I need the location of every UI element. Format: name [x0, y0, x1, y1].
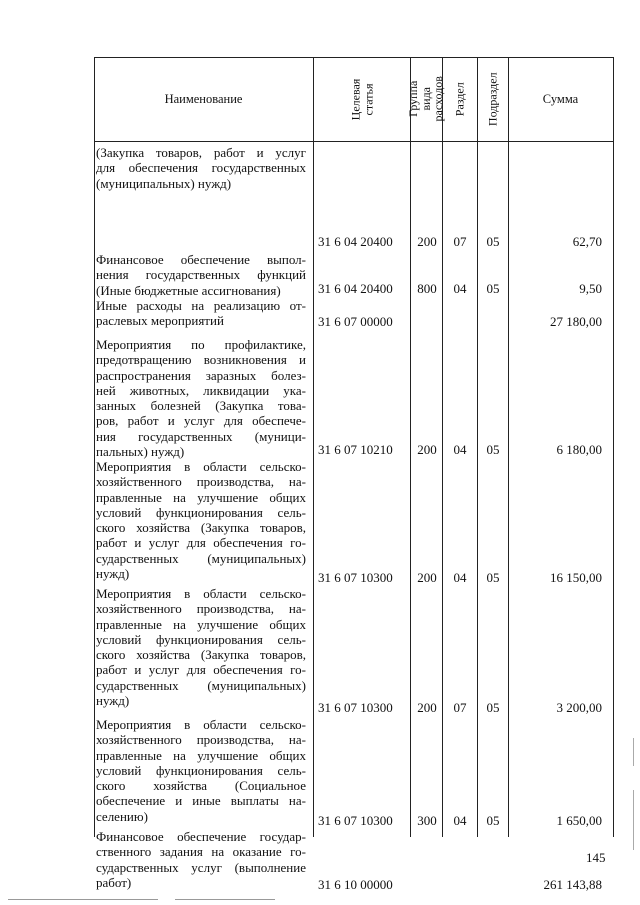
row-name-line: нения государственных функций [96, 267, 306, 283]
row-name-line: сударственных (муниципальных) [96, 677, 306, 693]
row-name-line: ров, работ и услуг для обеспече- [96, 413, 306, 429]
row-name-line: (муниципальных) нужд) [96, 175, 232, 191]
row-section: 04 [453, 570, 467, 585]
row-name [96, 145, 306, 191]
row-target: 31 6 07 10210 [318, 442, 393, 457]
row-name-line: работ и услуг для обеспечения го- [96, 662, 306, 678]
row-sum: 261 143,88 [543, 877, 602, 892]
row-name-line: Мероприятия по профилактике, [96, 337, 306, 352]
row-section: 07 [453, 700, 467, 715]
row-name-line: хозяйственного производства, на- [96, 601, 306, 617]
row-section: 07 [453, 234, 467, 249]
row-name-line: условий функционирования сель- [96, 504, 306, 520]
row-name-line: для обеспечения государственных [96, 160, 306, 176]
row-name-line: Финансовое обеспечение выпол- [96, 252, 306, 267]
row-sum: 62,70 [572, 234, 602, 249]
row-subsection: 05 [486, 281, 500, 296]
margin-mark [633, 738, 634, 766]
row-name-line: раслевых мероприятий [96, 313, 224, 329]
row-section: 04 [453, 442, 467, 457]
header-name: Наименование [164, 92, 243, 106]
row-section: 04 [453, 281, 467, 296]
row-name-line: нужд) [96, 693, 130, 709]
row-section: 04 [453, 813, 467, 828]
row-name-line: хозяйственного производства, на- [96, 732, 306, 748]
row-name-line: правленные на улучшение общих [96, 747, 306, 763]
row-group: 300 [417, 813, 437, 828]
column-border [313, 57, 314, 837]
row-subsection: 05 [486, 813, 500, 828]
row-target: 31 6 04 20400 [318, 234, 393, 249]
row-name-line: (Закупка товаров, работ и услуг [96, 145, 306, 160]
column-border [410, 57, 411, 837]
row-name-line: сударственных (муниципальных) [96, 550, 306, 566]
row-name-line: хозяйственного производства, на- [96, 474, 306, 490]
header-subsection: Подраздел [485, 72, 500, 126]
row-name-line: занных болезней (Закупка това- [96, 398, 306, 414]
header-target: Целевая статья [348, 78, 375, 120]
column-border [508, 57, 509, 837]
row-group: 200 [417, 442, 437, 457]
page-number: 145 [586, 850, 606, 865]
footer-line [8, 899, 158, 900]
row-name-line: ния государственных (муници- [96, 428, 306, 444]
row-sum: 16 150,00 [550, 570, 602, 585]
row-name-line: ского хозяйства (Закупка товаров, [96, 520, 306, 536]
row-name-line: ского хозяйства (Социальное [96, 778, 306, 794]
row-name-line: пальных) нужд) [96, 444, 185, 460]
row-target: 31 6 07 00000 [318, 314, 393, 329]
table-border-right [613, 57, 614, 837]
row-name [96, 298, 306, 329]
row-sum: 1 650,00 [556, 813, 602, 828]
column-border [477, 57, 478, 837]
row-name [96, 717, 306, 824]
row-name [96, 337, 306, 459]
row-name-line: Финансовое обеспечение государ- [96, 829, 306, 844]
row-name-line: условий функционирования сель- [96, 631, 306, 647]
header-border-bottom [94, 141, 614, 142]
row-name-line: (Иные бюджетные ассигнования) [96, 282, 281, 298]
row-name-line: распространения заразных болез- [96, 367, 306, 383]
row-name-line: правленные на улучшение общих [96, 616, 306, 632]
header-sum: Сумма [542, 92, 579, 106]
footer-line [175, 899, 275, 900]
row-subsection: 05 [486, 442, 500, 457]
row-group: 800 [417, 281, 437, 296]
row-sum: 3 200,00 [556, 700, 602, 715]
row-name-line: ней животных, ликвидации ука- [96, 382, 306, 398]
row-target: 31 6 07 10300 [318, 813, 393, 828]
row-sum: 27 180,00 [550, 314, 602, 329]
header-section: Раздел [452, 82, 467, 116]
column-border [442, 57, 443, 837]
row-group: 200 [417, 570, 437, 585]
row-name-line: ского хозяйства (Закупка товаров, [96, 647, 306, 663]
row-target: 31 6 10 00000 [318, 877, 393, 892]
row-target: 31 6 07 10300 [318, 700, 393, 715]
table-border-left [94, 57, 95, 837]
row-sum: 9,50 [579, 281, 602, 296]
row-subsection: 05 [486, 234, 500, 249]
row-name-line: правленные на улучшение общих [96, 489, 306, 505]
row-name [96, 459, 306, 581]
row-name-line: условий функционирования сель- [96, 762, 306, 778]
row-target: 31 6 04 20400 [318, 281, 393, 296]
row-name-line: обеспечение и иные выплаты на- [96, 793, 306, 809]
row-name [96, 829, 306, 890]
row-name-line: ственного задания на оказание го- [96, 844, 306, 860]
row-name-line: Иные расходы на реализацию от- [96, 298, 306, 313]
header-group: Группа вида расходов [406, 76, 446, 122]
row-name-line: сударственных услуг (выполнение [96, 859, 306, 875]
row-name-line: Мероприятия в области сельско- [96, 459, 306, 474]
row-sum: 6 180,00 [556, 442, 602, 457]
row-name-line: селению) [96, 808, 148, 824]
row-subsection: 05 [486, 700, 500, 715]
row-target: 31 6 07 10300 [318, 570, 393, 585]
margin-mark [633, 790, 634, 850]
row-name-line: предотвращению возникновения и [96, 352, 306, 368]
row-subsection: 05 [486, 570, 500, 585]
row-name-line: нужд) [96, 566, 130, 582]
row-group: 200 [417, 234, 437, 249]
row-group: 200 [417, 700, 437, 715]
row-name-line: работ и услуг для обеспечения го- [96, 535, 306, 551]
row-name-line: Мероприятия в области сельско- [96, 586, 306, 601]
row-name-line: Мероприятия в области сельско- [96, 717, 306, 732]
row-name-line: работ) [96, 874, 132, 890]
row-name [96, 586, 306, 708]
row-name [96, 252, 306, 298]
